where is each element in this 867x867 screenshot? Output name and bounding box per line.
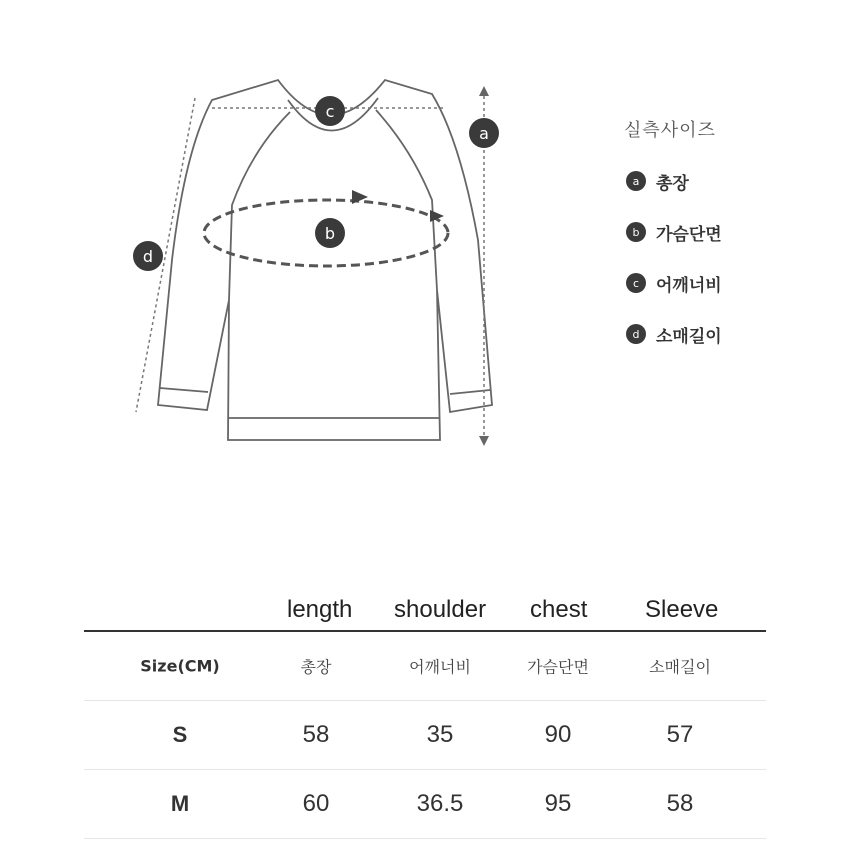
row-size: M <box>170 791 190 816</box>
legend-badge-d: d <box>626 324 646 344</box>
subheader-chest: 가슴단면 <box>527 657 589 677</box>
size-table <box>84 590 766 839</box>
legend-item-d <box>624 321 722 347</box>
cell-shoulder: 36.5 <box>416 790 464 817</box>
legend-badge-b: b <box>626 222 646 242</box>
subheader-sleeve: 소매길이 <box>649 657 711 677</box>
size-unit-label: Size(CM) <box>140 656 220 676</box>
marker-d-label: d <box>142 247 154 266</box>
length-arrow-top <box>479 86 489 96</box>
legend-item-b <box>624 219 722 245</box>
header-chest: chest <box>530 596 588 623</box>
table-subheader-row <box>84 632 766 701</box>
table-row <box>84 770 766 839</box>
legend-label-b: 가슴단면 <box>656 224 722 245</box>
cell-length: 58 <box>302 721 330 748</box>
marker-c <box>315 96 345 126</box>
header-sleeve: Sleeve <box>645 596 719 623</box>
measurement-legend <box>624 116 722 372</box>
legend-label-a: 총장 <box>656 173 689 194</box>
header-length: length <box>287 596 353 623</box>
table-header-row <box>84 590 766 632</box>
legend-label-d: 소매길이 <box>656 326 722 347</box>
legend-title: 실측사이즈 <box>624 120 716 141</box>
marker-a-label: a <box>479 124 489 143</box>
legend-item-c <box>624 270 722 296</box>
cell-sleeve: 57 <box>666 721 694 748</box>
sweatshirt-outline <box>158 80 492 440</box>
marker-b-label: b <box>324 224 336 243</box>
marker-b <box>315 218 345 248</box>
header-shoulder: shoulder <box>394 596 487 623</box>
table-row <box>84 701 766 770</box>
row-size: S <box>172 722 188 747</box>
cell-chest: 90 <box>544 721 572 748</box>
marker-c-label: c <box>325 102 335 121</box>
marker-a <box>469 118 499 148</box>
length-arrow-bottom <box>479 436 489 446</box>
cell-length: 60 <box>302 790 330 817</box>
legend-badge-a: a <box>626 171 646 191</box>
cell-chest: 95 <box>544 790 572 817</box>
left-cuff <box>160 388 208 392</box>
subheader-length: 총장 <box>300 657 332 677</box>
legend-label-c: 어깨너비 <box>656 275 722 296</box>
marker-d <box>133 241 163 271</box>
cell-sleeve: 58 <box>666 790 694 817</box>
cell-shoulder: 35 <box>426 721 454 748</box>
legend-badge-c: c <box>626 273 646 293</box>
legend-item-a <box>624 168 722 194</box>
subheader-shoulder: 어깨너비 <box>409 657 471 677</box>
